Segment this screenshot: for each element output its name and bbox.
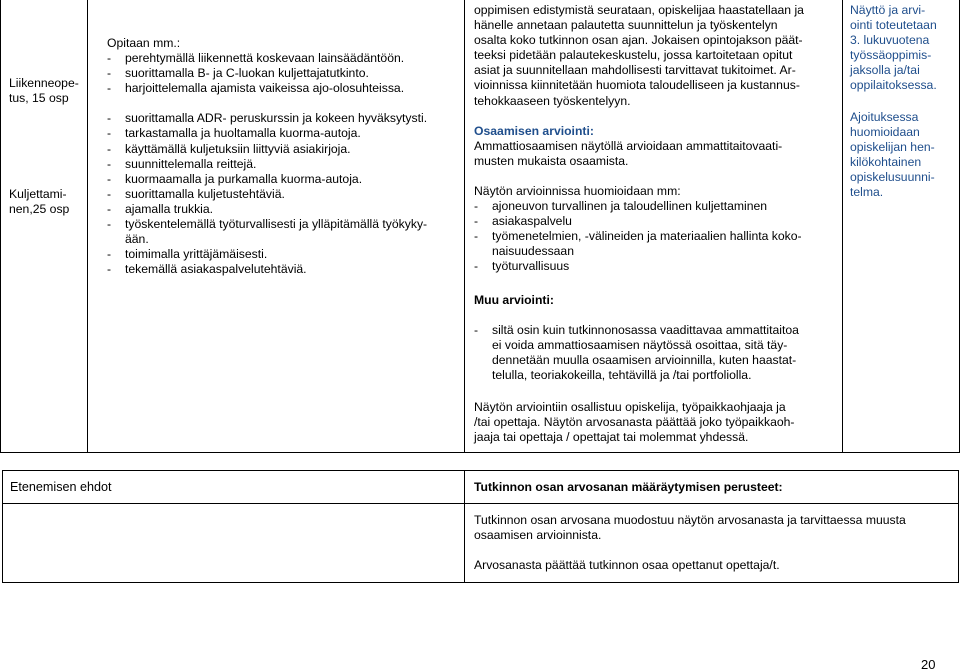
bullet-dash: - xyxy=(107,186,112,201)
list-item xyxy=(107,202,427,217)
list-item xyxy=(474,368,799,383)
list-item xyxy=(474,323,799,338)
list-item-text: kuormaamalla ja purkamalla kuorma-autoja. xyxy=(125,171,363,186)
demo-items xyxy=(474,199,804,274)
competence-text xyxy=(474,139,804,169)
list-item-text: telulla, teoriakokeilla, tehtävillä ja /tai portfoliolla. xyxy=(492,368,752,383)
list-item xyxy=(107,111,427,126)
col-divider-1 xyxy=(87,0,88,453)
text-line: tehokkaaseen työskentelyyn. xyxy=(474,93,631,108)
list-item-text: työskentelemällä työturvallisesti ja ylläpitämällä työkyky- xyxy=(125,217,428,232)
bullet-dash: - xyxy=(474,259,479,274)
page-number: 20 xyxy=(921,657,936,672)
progress-conditions-label: Etenemisen ehdot xyxy=(10,480,112,494)
bullet-dash: - xyxy=(107,201,112,216)
list-item xyxy=(474,244,804,259)
text-line: musten mukaista osaamista. xyxy=(474,153,629,168)
list-item xyxy=(474,199,804,214)
list-item-text: suorittamalla B- ja C-luokan kuljettajatutkinto. xyxy=(125,66,369,81)
competence-heading: Osaamisen arviointi: xyxy=(474,123,594,138)
col-divider-3 xyxy=(842,0,843,453)
list-item-text: työturvallisuus xyxy=(492,259,570,274)
text-line: osalta koko tutkinnon osan ajan. Jokaisen opintojakson päät- xyxy=(474,33,803,48)
list-item xyxy=(107,142,427,157)
bottom-row-divider xyxy=(2,503,959,504)
bullet-dash: - xyxy=(107,66,112,81)
list-item xyxy=(474,353,799,368)
bullet-dash: - xyxy=(107,126,112,141)
assessment-intro xyxy=(474,3,804,109)
list-item xyxy=(107,51,427,66)
list-item-text: työmenetelmien, -välineiden ja materiaalien hallinta koko- xyxy=(492,229,802,244)
list-item-text: suorittamalla ADR- peruskurssin ja kokeen hyväksytysti. xyxy=(125,111,428,126)
list-item xyxy=(107,217,427,232)
text-line: Ammattiosaamisen näytöllä arvioidaan ammattitaitovaati- xyxy=(474,138,783,153)
list-item-text: siltä osin kuin tutkinnonosassa vaadittavaa ammattitaitoa xyxy=(492,323,799,337)
text-line: vioinnissa kiinnitetään huomiota taloudelliseen ja kustannus- xyxy=(474,78,800,93)
other-assessment-text xyxy=(474,323,799,383)
list-item-text: tekemällä asiakaspalvelutehtäviä. xyxy=(125,262,307,277)
bullet-dash: - xyxy=(107,111,112,126)
list-item-text: käyttämällä kuljetuksiin liittyviä asiakirjoja. xyxy=(125,141,351,156)
module-traffic-education: Liikenneope- tus, 15 osp xyxy=(9,76,79,106)
text-line: asiat ja suunnitellaan mahdollisesti tarvittavat tukitoimet. Ar- xyxy=(474,63,796,78)
bullet-dash: - xyxy=(107,156,112,171)
grading-text: Tutkinnon osan arvosana muodostuu näytön arvosanasta ja tarvittaessa muusta osaamisen arvioinnista. xyxy=(474,513,906,543)
bottom-col-divider xyxy=(464,470,465,583)
module-driving: Kuljettami- nen,25 osp xyxy=(9,187,70,217)
list-item xyxy=(107,172,427,187)
assessment-section xyxy=(474,3,804,275)
goals-list-2 xyxy=(107,111,427,277)
list-item xyxy=(107,232,427,247)
list-item xyxy=(107,81,427,96)
list-item xyxy=(107,247,427,262)
text-line: oppimisen edistymistä seurataan, opiskelijaa haastatellaan ja xyxy=(474,3,804,17)
list-item-text: dennetään muulla osaamisen arvioinnilla, kuten haastat- xyxy=(492,353,797,368)
bullet-dash: - xyxy=(474,199,479,214)
list-item-text: tarkastamalla ja huoltamalla kuorma-autoja. xyxy=(125,126,361,141)
list-item-text: naisuudessaan xyxy=(492,244,574,259)
list-item-text: suunnittelemalla reittejä. xyxy=(125,156,257,171)
bullet-dash: - xyxy=(107,171,112,186)
list-item xyxy=(107,126,427,141)
list-item xyxy=(474,259,804,274)
bullet-dash: - xyxy=(474,214,479,229)
list-item xyxy=(107,66,427,81)
list-item xyxy=(474,338,799,353)
bullet-dash: - xyxy=(107,81,112,96)
bullet-dash: - xyxy=(474,323,479,337)
list-item-text: ajamalla trukkia. xyxy=(125,201,214,216)
list-item xyxy=(474,214,804,229)
list-item xyxy=(474,229,804,244)
list-item-text: ei voida ammattiosaamisen näytössä osoittaa, sitä täy- xyxy=(492,338,788,353)
participants-text: Näytön arviointiin osallistuu opiskelija, työpaikkaohjaaja ja /tai opettaja. Näytön arvosanasta päättää joko työpaikkaoh- jaaja tai opettaja / opettajat tai molemmat yhdessä. xyxy=(474,400,795,445)
goals-list-1 xyxy=(107,51,427,96)
bullet-dash: - xyxy=(107,141,112,156)
list-item xyxy=(107,262,427,277)
list-item xyxy=(107,157,427,172)
list-item-text: ajoneuvon turvallinen ja taloudellinen kuljettaminen xyxy=(492,199,768,214)
bullet-dash: - xyxy=(107,262,112,277)
goals-heading: Opitaan mm.: xyxy=(107,36,181,50)
list-item-text: harjoittelemalla ajamista vaikeissa ajo-olosuhteissa. xyxy=(125,81,405,96)
bullet-dash: - xyxy=(107,51,112,66)
text-line: hänelle annetaan palautetta suunnittelun ja työskentelyn xyxy=(474,18,778,33)
bullet-dash: - xyxy=(474,229,479,244)
col-divider-2 xyxy=(464,0,465,453)
demo-heading: Näytön arvioinnissa huomioidaan mm: xyxy=(474,183,681,198)
other-assessment-heading: Muu arviointi: xyxy=(474,293,554,307)
bullet-dash: - xyxy=(107,247,112,262)
list-item-text: ään. xyxy=(125,232,149,247)
timing-block-2: Ajoituksessa huomioidaan opiskelijan hen- kilökohtainen opiskelusuunni- telma. xyxy=(850,110,935,200)
list-item-text: suorittamalla kuljetustehtäviä. xyxy=(125,186,285,201)
list-item-text: perehtymällä liikennettä koskevaan lainsäädäntöön. xyxy=(125,51,405,66)
bullet-dash: - xyxy=(107,217,112,232)
grading-decision: Arvosanasta päättää tutkinnon osaa opettanut opettaja/t. xyxy=(474,558,780,572)
grading-heading: Tutkinnon osan arvosanan määräytymisen perusteet: xyxy=(474,480,783,494)
text-line: teeksi pidetään palautekeskustelu, jossa kartoitetaan opitut xyxy=(474,48,793,63)
list-item xyxy=(107,187,427,202)
list-item-text: asiakaspalvelu xyxy=(492,214,572,229)
timing-block-1: Näyttö ja arvi- ointi toteutetaan 3. lukuvuotena työssäoppimis- jaksolla ja/tai oppilaitoksessa. xyxy=(850,3,937,93)
list-item-text: toimimalla yrittäjämäisesti. xyxy=(125,247,268,262)
goals-section xyxy=(107,36,427,277)
